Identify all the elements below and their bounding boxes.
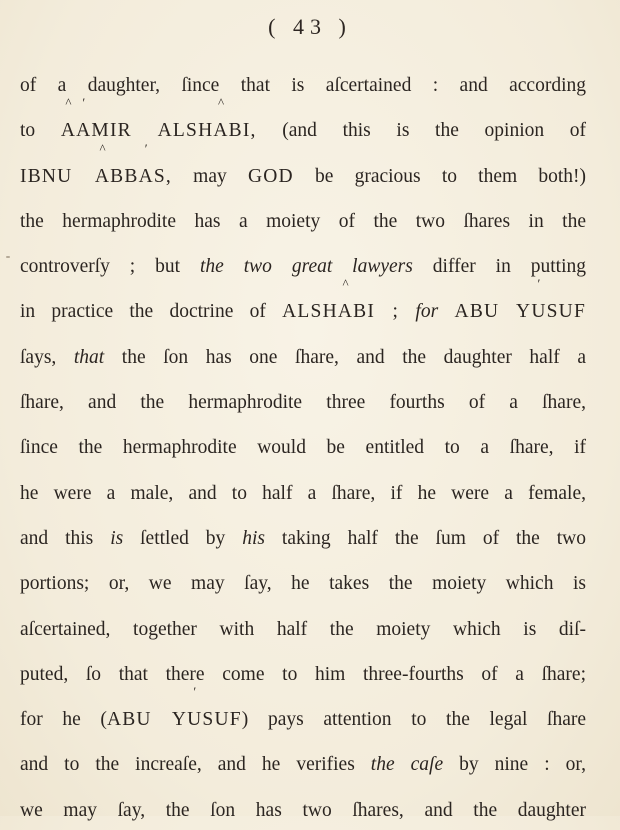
text-line bbox=[20, 513, 586, 558]
text-span: of a daughter, ſince that is aſcertained : and according bbox=[20, 75, 586, 96]
proper-name-span: ABU Y bbox=[438, 301, 532, 323]
text-span: the ſon has one ſhare, and the daughter half a bbox=[104, 346, 586, 368]
proper-name-span: ABU Y bbox=[106, 709, 188, 731]
text-span: be gracious to them both!) bbox=[293, 165, 587, 187]
proper-name-span: SUF bbox=[202, 709, 242, 731]
text-line bbox=[20, 196, 586, 241]
text-line bbox=[20, 694, 586, 739]
text-span: he were a male, and to half a ſhare, if he were a female, bbox=[20, 482, 586, 504]
text-span: ) pays attention to the legal ſhare bbox=[241, 709, 587, 731]
proper-name-span: BI, bbox=[228, 120, 257, 142]
text-span: we may ſay, the ſon has two ſhares, and the daughter bbox=[20, 799, 586, 821]
text-span: ſays, bbox=[20, 346, 74, 368]
italic-span: that bbox=[73, 346, 105, 368]
text-line bbox=[20, 422, 586, 467]
text-span: may bbox=[172, 165, 248, 187]
italic-span: for bbox=[399, 301, 439, 323]
body-text bbox=[20, 60, 586, 830]
text-span: controverſy ; but bbox=[20, 256, 200, 278]
text-span: the hermaphrodite has a moiety of the two ſhares in the bbox=[20, 210, 586, 232]
text-span: (and this is the opinion of bbox=[256, 120, 587, 142]
accented-letter: ^ A bbox=[95, 158, 110, 196]
text-line bbox=[20, 60, 586, 105]
text-span: taking half the ſum of the two bbox=[264, 527, 586, 549]
accented-letter: ^ A bbox=[61, 112, 76, 150]
text-line bbox=[20, 604, 586, 649]
text-span: ſettled by bbox=[123, 527, 243, 549]
text-span: to bbox=[20, 120, 61, 142]
text-line bbox=[20, 241, 586, 286]
text-span: ſince the hermaphrodite would be entitled to a ſhare, if bbox=[20, 437, 586, 459]
text-line bbox=[20, 286, 586, 331]
proper-name-span: MIR ALSH bbox=[91, 120, 214, 142]
italic-span: the caſe bbox=[370, 754, 444, 776]
page-number: ( 43 ) bbox=[268, 14, 352, 39]
accented-letter: ʹ A bbox=[139, 158, 154, 196]
italic-span: his bbox=[242, 527, 265, 549]
ink-speck bbox=[6, 256, 10, 258]
text-line bbox=[20, 558, 586, 603]
text-span: in practice the doctrine of bbox=[20, 301, 283, 323]
italic-span: the two great lawyers bbox=[199, 256, 413, 278]
accented-letter: ^ A bbox=[213, 112, 228, 150]
accented-letter: ʹ U bbox=[531, 293, 546, 331]
text-line bbox=[20, 332, 586, 377]
text-span: for he ( bbox=[20, 709, 107, 731]
accented-letter: ʹ A bbox=[76, 112, 91, 150]
proper-name-span: S, bbox=[153, 165, 172, 187]
text-span: ſhare, and the hermaphrodite three fourths of a ſhare, bbox=[20, 392, 586, 414]
text-line bbox=[20, 649, 586, 694]
text-span: and this bbox=[20, 527, 111, 549]
accented-letter: ^ A bbox=[338, 293, 353, 331]
text-line bbox=[20, 468, 586, 513]
italic-span: is bbox=[110, 527, 124, 549]
text-span: aſcertained, together with half the moiety which is diſ- bbox=[20, 618, 586, 640]
proper-name-span: SUF bbox=[546, 301, 586, 323]
text-line bbox=[20, 377, 586, 422]
proper-name-span: ALSH bbox=[282, 301, 338, 323]
text-span: differ in putting bbox=[412, 256, 586, 278]
text-line bbox=[20, 151, 586, 196]
proper-name-span: BB bbox=[110, 165, 139, 187]
proper-name-span: BI ; bbox=[353, 301, 400, 323]
text-span: puted, ſo that there come to him three-fourths of a ſhare; bbox=[20, 663, 586, 685]
proper-name-span: GOD bbox=[247, 165, 294, 187]
text-line bbox=[20, 785, 586, 830]
text-span: and to the increaſe, and he verifies bbox=[20, 754, 371, 776]
text-span: portions; or, we may ſay, he takes the moiety which is bbox=[20, 573, 586, 595]
accented-letter: ʹ U bbox=[187, 701, 202, 739]
text-line bbox=[20, 739, 586, 784]
proper-name-span: IBNU bbox=[20, 165, 95, 187]
text-span: by nine : or, bbox=[443, 754, 586, 776]
